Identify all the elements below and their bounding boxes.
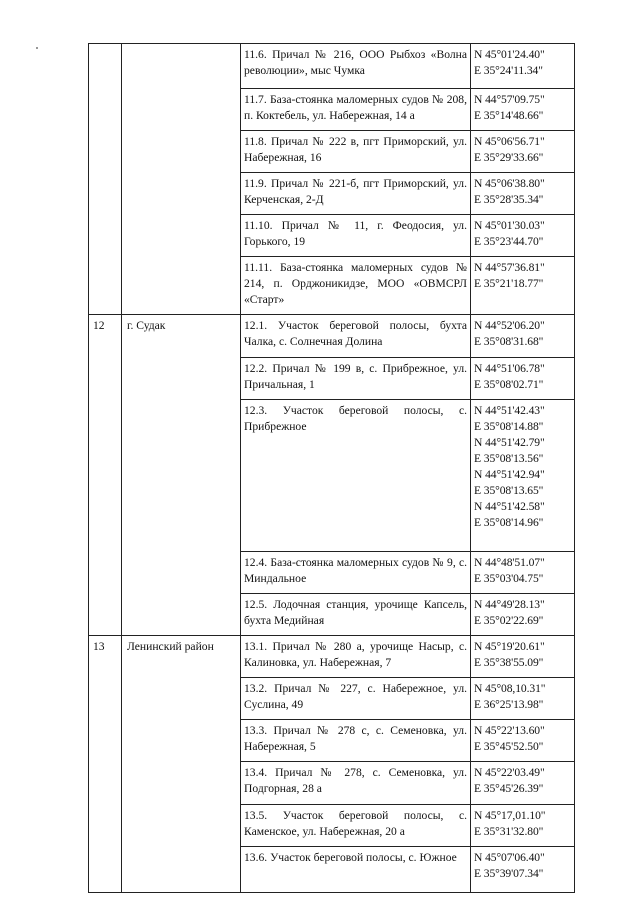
location-description: 11.9. Причал № 221-б, пгт Приморский, ул. Керченская, 2-Д: [241, 173, 471, 215]
coordinate-value: N 45°06'56.71": [474, 135, 545, 148]
coordinate-value: E 35°08'14.96": [474, 516, 544, 529]
coordinate-value: N 44°57'09.75": [474, 93, 545, 106]
location-description: 13.5. Участок береговой полосы, с. Каменское, ул. Набережная, 20 а: [241, 805, 471, 847]
coordinates-cell: [471, 173, 575, 215]
location-description: 12.3. Участок береговой полосы, с. Прибрежное: [241, 400, 471, 552]
coordinate-value: E 35°38'55.09": [474, 656, 544, 669]
location-description: 11.10. Причал № 11, г. Феодосия, ул. Горького, 19: [241, 215, 471, 257]
location-description: 13.1. Причал № 280 а, урочище Насыр, с. Калиновка, ул. Набережная, 7: [241, 636, 471, 678]
coordinate-value: N 44°48'51.07": [474, 556, 545, 569]
coordinates-cell: [471, 358, 575, 400]
coordinate-value: E 35°02'22.69": [474, 614, 544, 627]
coordinate-value: E 35°24'11.34": [474, 64, 543, 77]
row-number-cell: 13: [89, 636, 122, 893]
coordinates-cell: [471, 400, 575, 552]
location-description: 11.8. Причал № 222 в, пгт Приморский, ул. Набережная, 16: [241, 131, 471, 173]
coordinate-value: E 35°31'32.80": [474, 825, 544, 838]
coordinate-value: E 35°08'13.65": [474, 484, 544, 497]
coordinate-value: N 44°51'06.78": [474, 362, 545, 375]
location-description: 13.2. Причал № 227, с. Набережное, ул. Суслина, 49: [241, 678, 471, 720]
location-description: 12.5. Лодочная станция, урочище Капсель, бухта Медийная: [241, 594, 471, 636]
coordinates-cell: [471, 215, 575, 257]
table-row: [89, 636, 575, 678]
coordinate-value: N 44°51'42.43": [474, 404, 545, 417]
coordinate-value: E 35°03'04.75": [474, 572, 544, 585]
coordinate-value: E 35°08'14.88": [474, 420, 544, 433]
coordinate-value: E 35°23'44.70": [474, 235, 544, 248]
coordinates-cell: [471, 89, 575, 131]
coordinate-value: N 45°06'38.80": [474, 177, 545, 190]
coordinate-value: E 35°45'26.39": [474, 782, 544, 795]
coordinate-value: N 44°51'42.79": [474, 436, 545, 449]
coordinates-cell: [471, 847, 575, 893]
coordinate-value: N 45°22'03.49": [474, 766, 545, 779]
coordinates-cell: [471, 805, 575, 847]
coordinate-value: N 44°49'28.13": [474, 598, 545, 611]
coordinate-value: N 45°07'06.40": [474, 851, 545, 864]
row-number-cell: [89, 44, 122, 315]
table-row: [89, 315, 575, 358]
coordinate-value: N 45°08,10.31": [474, 682, 546, 695]
coordinates-cell: [471, 315, 575, 358]
coordinate-value: E 35°14'48.66": [474, 109, 544, 122]
location-description: 11.7. База-стоянка маломерных судов № 208, п. Коктебель, ул. Набережная, 14 а: [241, 89, 471, 131]
table-row: [89, 44, 575, 89]
location-description: 13.4. Причал № 278, с. Семеновка, ул. Подгорная, 28 а: [241, 762, 471, 805]
scan-speck: [36, 47, 38, 49]
coordinate-value: N 44°57'36.81": [474, 261, 545, 274]
coordinate-value: N 45°22'13.60": [474, 724, 545, 737]
coordinate-value: N 44°51'42.58": [474, 500, 545, 513]
location-description: 11.11. База-стоянка маломерных судов № 214, п. Орджоникидзе, МОО «ОВМСРЛ «Старт»: [241, 257, 471, 315]
coordinates-cell: [471, 131, 575, 173]
region-cell: [122, 44, 241, 315]
coordinate-value: N 45°17,01.10": [474, 809, 546, 822]
coordinate-value: E 35°21'18.77": [474, 277, 544, 290]
location-description: 12.2. Причал № 199 в, с. Прибрежное, ул. Причальная, 1: [241, 358, 471, 400]
location-description: 12.4. База-стоянка маломерных судов № 9, с. Миндальное: [241, 552, 471, 594]
coordinate-value: E 35°08'13.56": [474, 452, 544, 465]
coordinate-value: E 35°29'33.66": [474, 151, 544, 164]
location-description: 11.6. Причал № 216, ООО Рыбхоз «Волна революции», мыс Чумка: [241, 44, 471, 89]
coordinates-cell: [471, 594, 575, 636]
locations-table: [88, 43, 575, 893]
coordinate-value: E 35°08'31.68": [474, 335, 544, 348]
coordinate-value: N 44°52'06.20": [474, 319, 545, 332]
region-cell: г. Судак: [122, 315, 241, 636]
locations-table-body: [89, 44, 575, 893]
coordinate-value: N 45°01'30.03": [474, 219, 545, 232]
coordinate-value: E 35°45'52.50": [474, 740, 544, 753]
coordinates-cell: [471, 678, 575, 720]
location-description: 13.6. Участок береговой полосы, с. Южное: [241, 847, 471, 893]
location-description: 13.3. Причал № 278 с, с. Семеновка, ул. Набережная, 5: [241, 720, 471, 762]
coordinate-value: E 36°25'13.98": [474, 698, 544, 711]
coordinates-cell: [471, 552, 575, 594]
coordinate-value: E 35°28'35.34": [474, 193, 544, 206]
coordinates-cell: [471, 762, 575, 805]
coordinate-value: N 45°01'24.40": [474, 48, 545, 61]
coordinates-cell: [471, 720, 575, 762]
coordinates-cell: [471, 636, 575, 678]
row-number-cell: 12: [89, 315, 122, 636]
coordinate-value: E 35°08'02.71": [474, 378, 544, 391]
coordinate-value: N 45°19'20.61": [474, 640, 545, 653]
location-description: 12.1. Участок береговой полосы, бухта Чалка, с. Солнечная Долина: [241, 315, 471, 358]
coordinates-cell: [471, 257, 575, 315]
region-cell: Ленинский район: [122, 636, 241, 893]
coordinate-value: N 44°51'42.94": [474, 468, 545, 481]
coordinate-value: E 35°39'07.34": [474, 867, 544, 880]
coordinates-cell: [471, 44, 575, 89]
